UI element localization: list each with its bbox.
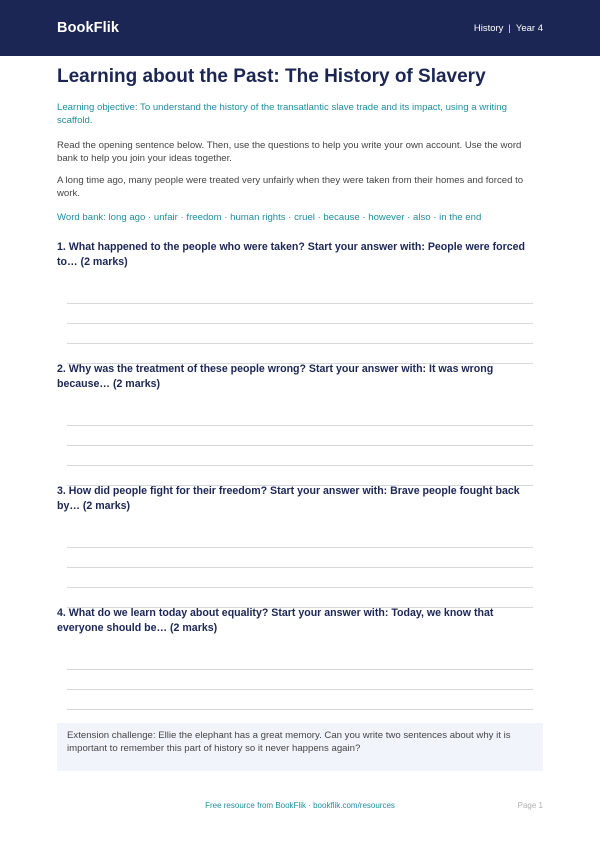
intro-section [57, 66, 543, 224]
question-text: 4. What do we learn today about equality? Start your answer with: Today, we know that everyone should be… (2 marks) [57, 607, 494, 634]
extension-text: Extension challenge: Ellie the elephant has a great memory. Can you write two sentences about why it is important to remember this part of history so it never happens again? [67, 730, 511, 754]
opening-sentence: A long time ago, many people were treated very unfairly when they were taken from their homes and forced to work. [57, 175, 524, 199]
brand-logo: BookFlik [57, 20, 120, 36]
subject-label: History [473, 22, 504, 34]
answer-line[interactable] [67, 425, 533, 426]
answer-line[interactable] [67, 669, 533, 670]
answer-line[interactable] [67, 587, 533, 588]
answer-line[interactable] [67, 547, 533, 548]
answer-line[interactable] [67, 567, 533, 568]
question-text: 1. What happened to the people who were taken? Start your answer with: People were forced to… (2 marks) [57, 241, 525, 268]
instructions-text: Read the opening sentence below. Then, use the questions to help you write your own account. Use the word bank to help you join your ideas together. [57, 140, 522, 164]
header-separator: | [508, 22, 511, 34]
answer-line[interactable] [67, 465, 533, 466]
question-text: 2. Why was the treatment of these people wrong? Start your answer with: It was wrong because… (2 marks) [57, 363, 494, 390]
page-header [0, 0, 600, 56]
answer-line[interactable] [67, 445, 533, 446]
header-meta [474, 23, 543, 34]
year-label: Year 4 [515, 22, 543, 34]
question-4 [57, 606, 533, 636]
answer-line[interactable] [67, 689, 533, 690]
page-footer [0, 801, 600, 815]
page-number: Page 1 [517, 801, 543, 810]
question-1 [57, 240, 533, 270]
footer-resource-link[interactable]: Free resource from BookFlik · bookflik.com/resources [205, 801, 395, 810]
extension-challenge [57, 723, 543, 771]
learning-objective: Learning objective: To understand the history of the transatlantic slave trade and its impact, using a writing scaffold. [57, 102, 507, 126]
answer-line[interactable] [67, 303, 533, 304]
question-text: 3. How did people fight for their freedom? Start your answer with: Brave people fought back by… (2 marks) [57, 485, 520, 512]
page-title: Learning about the Past: The History of Slavery [57, 66, 486, 87]
question-2 [57, 362, 533, 392]
answer-line[interactable] [67, 323, 533, 324]
word-bank: Word bank: long ago · unfair · freedom · human rights · cruel · because · however · also · in the end [57, 212, 482, 223]
answer-line[interactable] [67, 709, 533, 710]
question-3 [57, 484, 533, 514]
answer-line[interactable] [67, 343, 533, 344]
